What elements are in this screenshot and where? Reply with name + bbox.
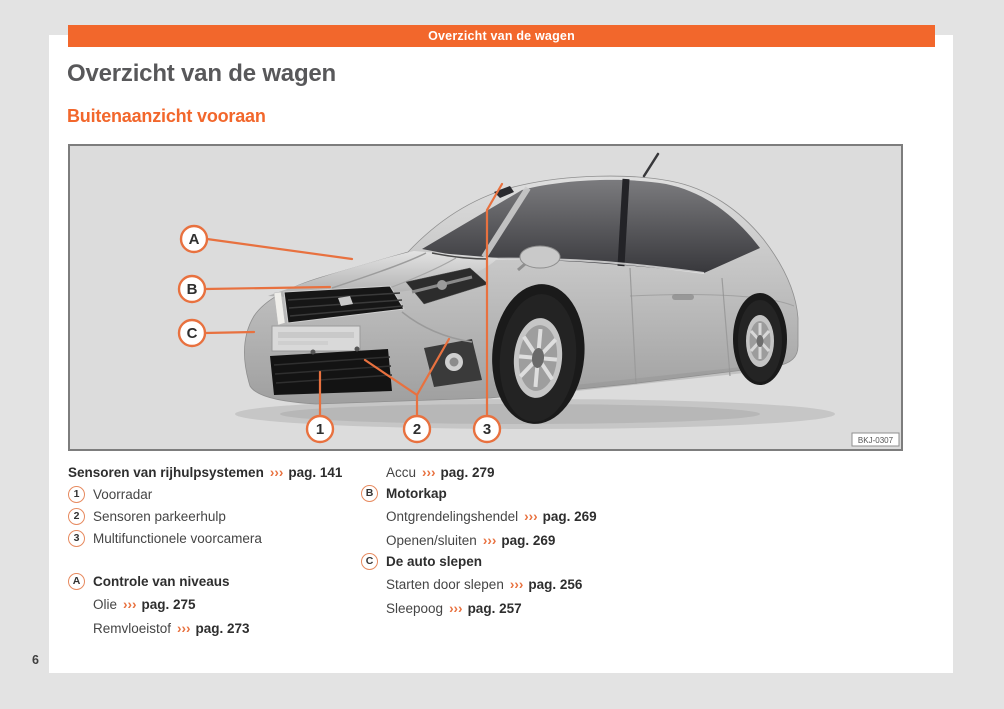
chevron-arrow-icon: ››› <box>269 464 284 480</box>
ref-row-starten-door-slepen <box>361 575 582 593</box>
ref-heading: Sensoren van rijhulpsystemen <box>68 464 264 480</box>
page-reference: pag. 257 <box>467 600 522 616</box>
cross-reference-link[interactable] <box>117 597 196 612</box>
chevron-arrow-icon: ››› <box>177 620 191 636</box>
cross-reference-link[interactable] <box>518 509 597 524</box>
callout-line-c <box>205 332 254 333</box>
legend-item-1 <box>68 485 152 503</box>
page-reference: pag. 275 <box>141 596 196 612</box>
callout-a-label: A <box>188 231 200 248</box>
callout-b-label: B <box>186 281 198 298</box>
page-reference: pag. 279 <box>440 464 495 480</box>
ref-row-olie <box>68 595 196 613</box>
cross-reference-link[interactable] <box>264 465 343 480</box>
legend-heading: Motorkap <box>386 485 447 501</box>
antenna <box>644 154 658 176</box>
legend-item-a <box>68 572 230 590</box>
legend-label: Multifunctionele voorcamera <box>93 530 262 546</box>
chevron-arrow-icon: ››› <box>123 596 137 612</box>
page-reference: pag. 273 <box>195 620 250 636</box>
legend-item-b <box>361 484 447 502</box>
legend-item-c <box>361 552 482 570</box>
page-number: 6 <box>32 653 39 667</box>
ref-label: Sleepoog <box>386 600 444 616</box>
ref-row-remvloeistof <box>68 619 250 637</box>
cross-reference-link[interactable] <box>504 577 583 592</box>
chevron-arrow-icon: ››› <box>524 508 538 524</box>
ref-row-sleepoog <box>361 599 522 617</box>
legend-heading: De auto slepen <box>386 553 483 569</box>
figure-code-tag <box>852 433 899 446</box>
legend-marker-b: B <box>361 485 378 502</box>
legend-marker-a: A <box>68 573 85 590</box>
legend-marker-2: 2 <box>68 508 85 525</box>
legend-heading: Controle van niveaus <box>93 573 230 589</box>
car-body <box>244 154 798 428</box>
page-reference: pag. 256 <box>528 576 583 592</box>
parking-sensor <box>311 350 316 355</box>
ref-label: Olie <box>93 596 118 612</box>
legend-marker-1: 1 <box>68 486 85 503</box>
callout-3-label: 3 <box>482 421 492 438</box>
rear-wheel <box>733 293 787 385</box>
callout-c-label: C <box>186 325 198 342</box>
cross-reference-link[interactable] <box>416 465 495 480</box>
ref-row-sensors <box>68 463 342 481</box>
callout-2-label: 2 <box>412 421 422 438</box>
legend-label: Voorradar <box>93 486 153 502</box>
legend-item-2 <box>68 507 226 525</box>
figure-code: BKJ-0307 <box>857 436 894 445</box>
page-title: Overzicht van de wagen <box>67 60 337 87</box>
chevron-arrow-icon: ››› <box>482 532 497 548</box>
chapter-header-bar: Overzicht van de wagen <box>68 25 935 47</box>
parking-sensor <box>355 347 360 352</box>
ref-row-openen-sluiten <box>361 531 555 549</box>
ref-label: Starten door slepen <box>386 576 504 592</box>
ref-row-accu <box>361 463 495 481</box>
callout-1-label: 1 <box>315 421 325 438</box>
page-reference: pag. 269 <box>501 532 556 548</box>
ref-label: Remvloeistof <box>93 620 172 636</box>
ref-row-ontgrendelingshendel <box>361 507 597 525</box>
legend-marker-3: 3 <box>68 530 85 547</box>
section-heading: Buitenaanzicht vooraan <box>67 106 266 126</box>
chevron-arrow-icon: ››› <box>509 576 524 592</box>
legend-marker-c: C <box>361 553 378 570</box>
chevron-arrow-icon: ››› <box>422 464 436 480</box>
page-reference: pag. 141 <box>288 464 343 480</box>
car-front-exterior-figure <box>68 144 903 451</box>
car-illustration <box>70 146 901 449</box>
license-plate <box>272 326 360 351</box>
ref-label: Openen/sluiten <box>386 532 477 548</box>
legend-item-3 <box>68 529 262 547</box>
cross-reference-link[interactable] <box>171 621 250 636</box>
page-reference: pag. 269 <box>542 508 597 524</box>
b-pillar <box>621 179 626 266</box>
cross-reference-link[interactable] <box>477 533 556 548</box>
callout-line-a <box>207 239 352 259</box>
lower-grille <box>270 349 392 395</box>
cross-reference-link[interactable] <box>443 601 522 616</box>
chevron-arrow-icon: ››› <box>449 600 463 616</box>
ref-label: Accu <box>386 464 417 480</box>
ref-label: Ontgrendelingshendel <box>386 508 519 524</box>
legend-label: Sensoren parkeerhulp <box>93 508 226 524</box>
